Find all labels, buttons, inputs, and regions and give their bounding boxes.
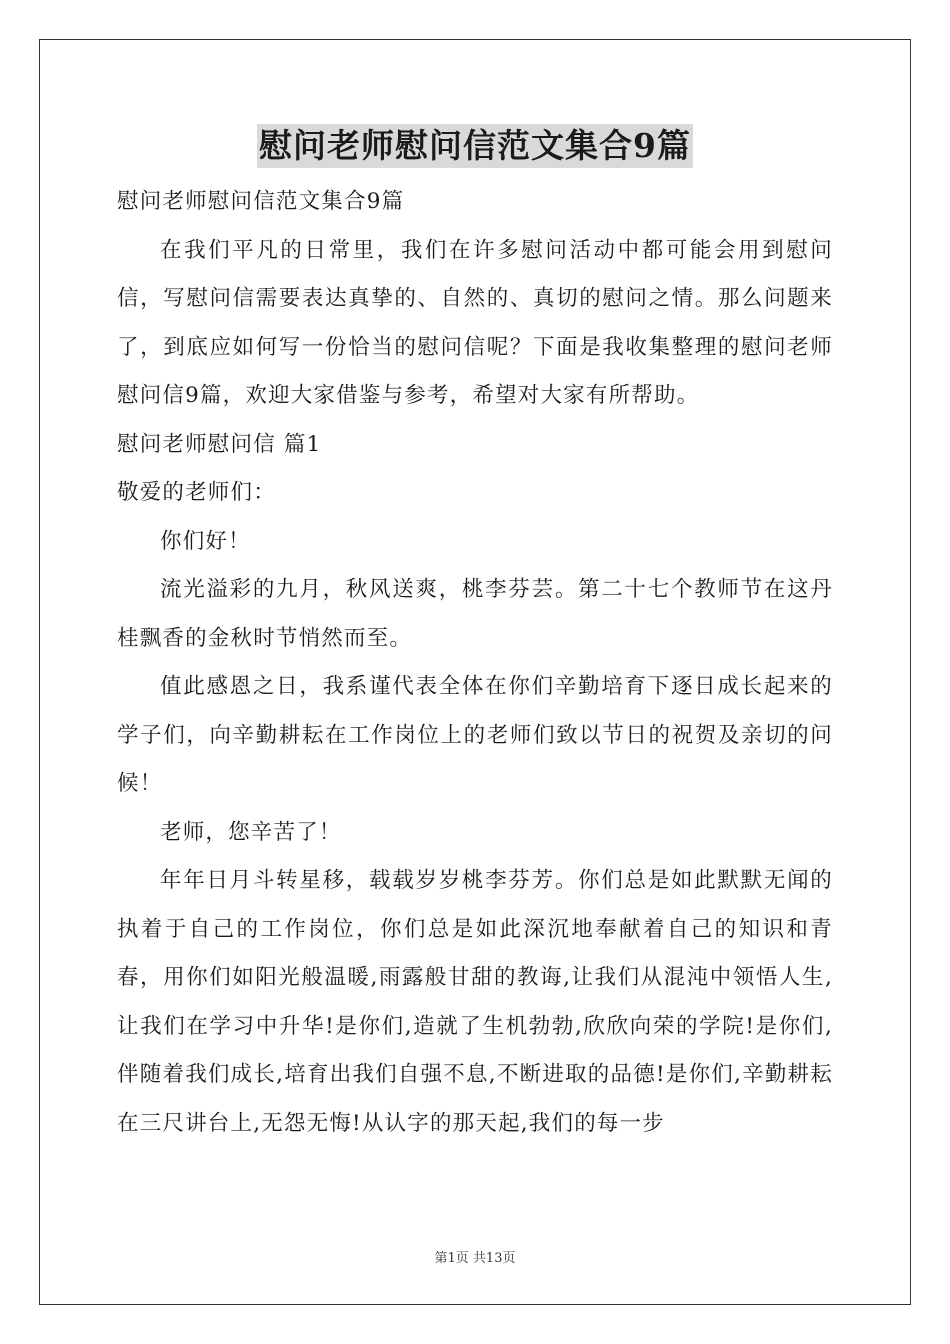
document-subtitle: 慰问老师慰问信范文集合9篇: [117, 189, 405, 214]
letter-paragraph: 老师，您辛苦了！: [160, 819, 342, 845]
letter-paragraph: 值此感恩之日，我系谨代表全体在你们辛勤培育下逐日成长起来的学子们，向辛勤耕耘在工作岗位上的老师们致以节日的祝贺及亲切的问候！: [117, 674, 833, 796]
section-heading: 慰问老师慰问信 篇1: [117, 431, 322, 457]
document-title: 慰问老师慰问信范文集合9篇: [257, 124, 693, 168]
letter-paragraph: 年年日月斗转星移，载载岁岁桃李芬芳。你们总是如此默默无闻的执着于自己的工作岗位，你们总是如此深沉地奉献着自己的知识和青春，用你们如阳光般温暖,雨露般甘甜的教诲,让我们从混沌中领悟人生,让我们在学习中升华!是你们,造就了生机勃勃,欣欣向荣的学院!是你们,伴随着我们成长,培育出我们自强不息,不断进取的品德!是你们,辛勤耕耘在三尺讲台上,无怨无悔!从认字的那天起,我们的每一步: [117, 868, 833, 1136]
document-body: [117, 178, 833, 1148]
page-number-footer: 第1页 共13页: [434, 1251, 516, 1266]
letter-salutation: 敬爱的老师们：: [117, 480, 276, 505]
letter-paragraph: 流光溢彩的九月，秋风送爽，桃李芬芸。第二十七个教师节在这丹桂飘香的金秋时节悄然而至。: [117, 577, 833, 651]
intro-paragraph: 在我们平凡的日常里，我们在许多慰问活动中都可能会用到慰问信，写慰问信需要表达真挚的、自然的、真切的慰问之情。那么问题来了，到底应如何写一份恰当的慰问信呢？下面是我收集整理的慰问老师慰问信9篇，欢迎大家借鉴与参考，希望对大家有所帮助。: [117, 237, 833, 408]
letter-paragraph: 你们好！: [160, 528, 251, 554]
title-container: [0, 124, 950, 168]
